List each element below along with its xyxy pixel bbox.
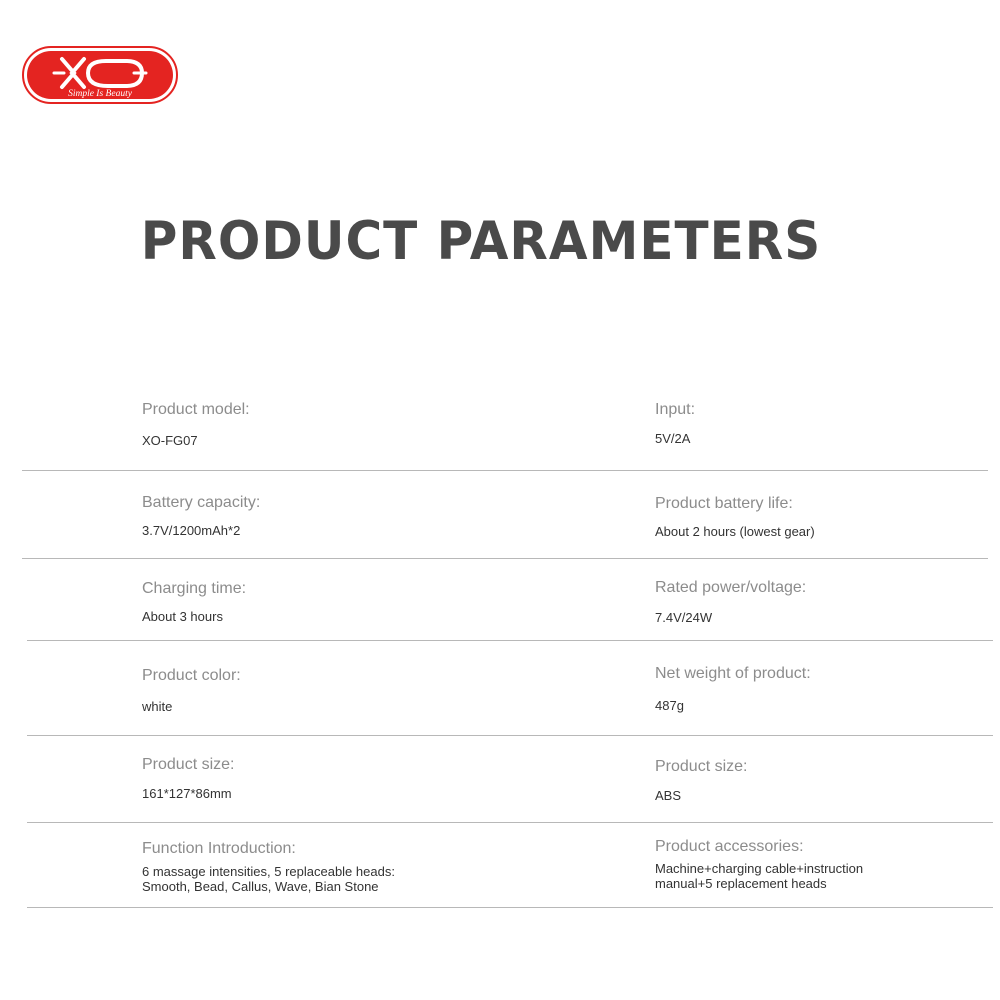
param-label: Product size: [655,758,748,775]
row-divider [27,822,993,823]
param-value: About 3 hours [142,609,223,624]
row-divider [27,735,993,736]
param-value: Machine+charging cable+instruction manual+5 replacement heads [655,861,864,891]
param-label: Input: [655,401,696,418]
param-value: 5V/2A [655,431,691,446]
param-label: Product color: [142,667,241,684]
param-label: Product model: [142,401,250,418]
param-value: white [142,699,173,714]
param-value: About 2 hours (lowest gear) [655,524,815,539]
param-label: Product battery life: [655,495,793,512]
row-divider [22,470,988,471]
param-value: XO-FG07 [142,433,198,448]
param-value: 3.7V/1200mAh*2 [142,523,241,538]
xo-logo-graphic [22,46,178,104]
param-value: ABS [655,788,682,803]
param-value: 7.4V/24W [655,610,713,625]
row-divider [27,907,993,908]
page-title: PRODUCT PARAMETERS [140,210,822,272]
param-label: Function Introduction: [142,840,296,857]
row-divider [27,640,993,641]
param-label: Charging time: [142,580,247,597]
logo-slogan: Simple Is Beauty [68,89,132,99]
param-label: Product accessories: [655,838,804,855]
xo-logo [22,46,178,104]
param-label: Battery capacity: [142,494,261,511]
param-label: Rated power/voltage: [655,579,807,596]
row-divider [22,558,988,559]
param-label: Net weight of product: [655,665,811,682]
param-label: Product size: [142,756,235,773]
param-value: 487g [655,698,684,713]
param-value: 6 massage intensities, 5 replaceable heads: Smooth, Bead, Callus, Wave, Bian Stone [142,864,395,894]
param-value: 161*127*86mm [142,786,232,801]
